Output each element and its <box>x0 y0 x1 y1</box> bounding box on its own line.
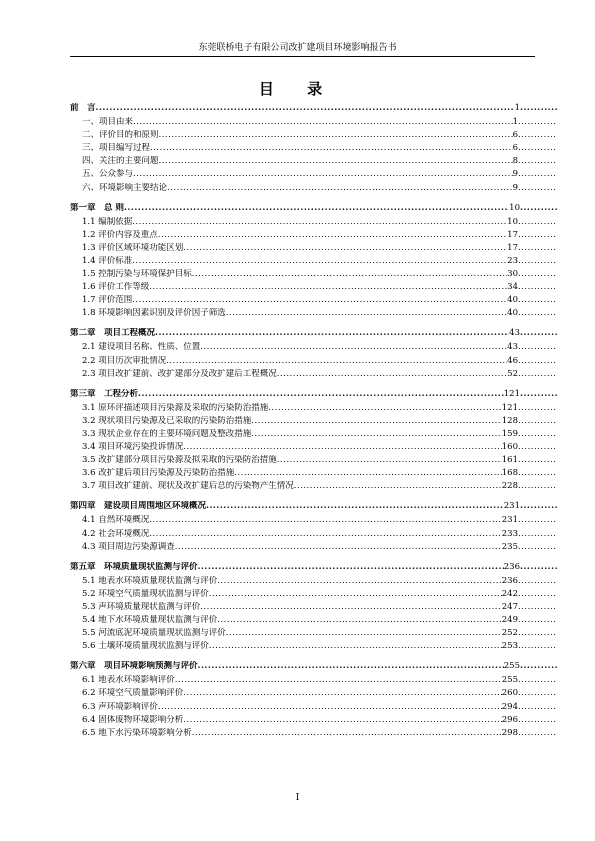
toc-entry-label: 5.3 声环境质量现状监测与评价 <box>82 601 201 612</box>
toc-entry-page: 231 <box>501 515 518 526</box>
toc-entry-label: 6.2 环境空气质量影响评价 <box>82 688 184 699</box>
toc-trailing-dots <box>518 641 556 652</box>
toc-leader-dots <box>166 356 507 367</box>
toc-section-entry[interactable] <box>82 715 556 726</box>
toc-entry-label: 1.4 评价标准 <box>82 255 133 266</box>
toc-leader-dots <box>167 183 513 194</box>
toc-leader-dots <box>192 728 502 739</box>
toc-section-entry[interactable] <box>82 243 556 254</box>
toc-section-entry[interactable] <box>82 403 556 414</box>
toc-chapter-entry[interactable] <box>70 661 558 672</box>
toc-trailing-dots <box>518 675 556 686</box>
toc-entry-label: 六、环境影响主要结论 <box>82 182 168 193</box>
toc-section-entry[interactable] <box>82 295 556 306</box>
toc-trailing-dots <box>518 403 556 414</box>
toc-leader-dots <box>155 328 509 339</box>
toc-entry-page: 30 <box>507 269 518 279</box>
toc-entry-page: 247 <box>501 601 518 612</box>
toc-trailing-dots <box>518 589 556 600</box>
toc-entry-page: 8 <box>512 156 518 167</box>
toc-entry-page: 43 <box>507 342 518 353</box>
toc-leader-dots <box>226 628 502 639</box>
toc-entry-label: 第三章 工程分析 <box>70 388 139 399</box>
toc-trailing-dots <box>518 269 556 280</box>
toc-leader-dots <box>96 103 515 114</box>
toc-chapter-entry[interactable] <box>70 103 558 114</box>
toc-entry-page: 228 <box>501 481 518 492</box>
toc-trailing-dots <box>518 688 556 699</box>
toc-section-entry[interactable] <box>82 217 556 228</box>
toc-section-entry[interactable] <box>82 529 556 540</box>
toc-entry-label: 1.5 控制污染与环境保护目标 <box>82 269 192 279</box>
toc-entry-label: 三、项目编写过程 <box>82 143 151 154</box>
toc-entry-label: 5.4 地下水环境质量现状监测与评价 <box>82 615 218 625</box>
toc-leader-dots <box>175 542 502 553</box>
header-rule <box>70 56 535 57</box>
toc-leader-dots <box>149 529 502 540</box>
toc-entry-page: 294 <box>501 701 518 712</box>
toc-entry-page: 40 <box>507 308 518 319</box>
toc-leader-dots <box>206 501 504 512</box>
toc-leader-dots <box>198 661 504 672</box>
toc-leader-dots <box>183 688 502 699</box>
toc-leader-dots <box>158 230 507 241</box>
toc-entry-label: 1.1 编制依据 <box>82 216 133 227</box>
toc-trailing-dots <box>518 529 556 540</box>
toc-entry-page: 121 <box>501 402 518 413</box>
toc-entry-page: 253 <box>501 641 518 652</box>
toc-entry-page: 255 <box>503 661 520 672</box>
toc-entry-page: 233 <box>501 528 518 539</box>
toc-entry-page: 17 <box>507 229 518 240</box>
toc-entry-label: 6.3 声环境影响评价 <box>82 701 158 712</box>
toc-entry-label: 3.2 现状项目污染源及已采取的污染防治措施 <box>82 415 252 426</box>
toc-trailing-dots <box>518 342 556 353</box>
toc-leader-dots <box>217 615 502 626</box>
toc-trailing-dots <box>518 369 556 380</box>
toc-chapter-entry[interactable] <box>70 328 558 339</box>
toc-entry-page: 17 <box>507 242 518 253</box>
toc-leader-dots <box>138 389 504 400</box>
toc-entry-page: 252 <box>501 628 518 639</box>
toc-entry-page: 298 <box>501 727 518 738</box>
toc-entry-page: 161 <box>501 455 518 466</box>
toc-entry-label: 一、项目由来 <box>82 117 134 127</box>
toc-section-entry[interactable] <box>82 688 556 699</box>
toc-entry-label: 3.3 现状企业存在的主要环境问题及整改措施 <box>82 428 252 439</box>
toc-section-entry[interactable] <box>82 117 556 128</box>
toc-entry-label: 1.3 评价区域环境功能区划 <box>82 242 184 253</box>
toc-leader-dots <box>200 342 507 353</box>
toc-trailing-dots <box>518 230 556 241</box>
toc-leader-dots <box>149 282 507 293</box>
toc-entry-page: 168 <box>501 468 518 479</box>
toc-entry-label: 3.6 改扩建后项目污染源及污染防治措施 <box>82 468 235 479</box>
toc-trailing-dots <box>520 661 558 672</box>
toc-entry-page: 242 <box>501 588 518 599</box>
toc-trailing-dots <box>518 728 556 739</box>
toc-entry-page: 296 <box>501 714 518 725</box>
toc-entry-label: 1.8 环境影响因素识别及评价因子筛选 <box>82 308 226 319</box>
toc-leader-dots <box>198 562 504 573</box>
toc-entry-label: 5.1 地表水环境质量现状监测与评价 <box>82 575 218 586</box>
toc-trailing-dots <box>520 501 558 512</box>
toc-entry-page: 9 <box>512 182 518 193</box>
toc-trailing-dots <box>518 295 556 306</box>
toc-trailing-dots <box>520 328 558 339</box>
toc-entry-label: 2.3 项目改扩建前、改扩建部分及改扩建后工程概况 <box>82 368 277 379</box>
toc-entry-page: 34 <box>507 282 518 293</box>
toc-section-entry[interactable] <box>82 455 556 466</box>
toc-entry-page: 10 <box>509 202 520 213</box>
toc-trailing-dots <box>518 602 556 613</box>
toc-trailing-dots <box>518 702 556 713</box>
toc-leader-dots <box>209 589 502 600</box>
toc-leader-dots <box>183 243 507 254</box>
toc-trailing-dots <box>518 542 556 553</box>
toc-leader-dots <box>200 602 502 613</box>
toc-section-entry[interactable] <box>82 256 556 267</box>
toc-trailing-dots <box>518 429 556 440</box>
toc-trailing-dots <box>518 117 556 128</box>
toc-trailing-dots <box>518 356 556 367</box>
toc-entry-page: 260 <box>501 688 518 699</box>
toc-entry-page: 52 <box>507 368 518 379</box>
toc-section-entry[interactable] <box>82 641 556 652</box>
toc-leader-dots <box>277 369 507 380</box>
toc-title: 目 录 <box>258 80 337 98</box>
toc-trailing-dots <box>518 442 556 453</box>
toc-entry-label: 1.7 评价范围 <box>82 295 133 306</box>
toc-leader-dots <box>226 308 507 319</box>
toc-entry-page: 121 <box>503 388 520 399</box>
toc-trailing-dots <box>520 103 558 114</box>
toc-leader-dots <box>132 295 507 306</box>
toc-section-entry[interactable] <box>82 269 556 280</box>
toc-entry-page: 231 <box>503 501 520 512</box>
toc-leader-dots <box>133 117 513 128</box>
toc-section-entry[interactable] <box>82 342 556 353</box>
toc-entry-label: 第五章 环境质量现状监测与评价 <box>70 561 198 572</box>
toc-trailing-dots <box>518 715 556 726</box>
toc-trailing-dots <box>520 562 558 573</box>
toc-section-entry[interactable] <box>82 589 556 600</box>
toc-entry-label: 2.2 项目历次审批情况 <box>82 355 167 366</box>
toc-leader-dots <box>192 269 507 280</box>
toc-entry-label: 6.1 地表水环境影响评价 <box>82 675 175 686</box>
toc-entry-page: 43 <box>509 328 520 339</box>
toc-section-entry[interactable] <box>82 468 556 479</box>
toc-section-entry[interactable] <box>82 602 556 613</box>
toc-entry-label: 五、公众参与 <box>82 169 134 180</box>
toc-entry-page: 160 <box>501 442 518 452</box>
toc-section-entry[interactable] <box>82 156 556 167</box>
toc-entry-page: 128 <box>501 415 518 426</box>
toc-section-entry[interactable] <box>82 429 556 440</box>
toc-entry-label: 5.2 环境空气质量现状监测与评价 <box>82 588 209 599</box>
toc-trailing-dots <box>518 628 556 639</box>
toc-trailing-dots <box>518 468 556 479</box>
toc-section-entry[interactable] <box>82 183 556 194</box>
toc-entry-label: 3.7 项目改扩建前、现状及改扩建后总的污染物产生情况 <box>82 481 294 492</box>
toc-section-entry[interactable] <box>82 230 556 241</box>
toc-entry-label: 3.1 原环评描述项目污染源及采取的污染防治措施 <box>82 402 269 413</box>
toc-entry-label: 5.6 土壤环境质量现状监测与评价 <box>82 641 209 652</box>
toc-trailing-dots <box>518 256 556 267</box>
toc-entry-label: 3.4 项目环境污染投诉情况 <box>82 442 184 452</box>
toc-entry-page: 40 <box>507 295 518 306</box>
toc-chapter-entry[interactable] <box>70 501 558 512</box>
toc-entry-label: 4.3 项目周边污染源调查 <box>82 541 175 552</box>
toc-entry-page: 249 <box>501 615 518 625</box>
toc-entry-label: 6.5 地下水污染环境影响分析 <box>82 727 192 738</box>
toc-entry-label: 前 言 <box>70 103 96 113</box>
toc-entry-label: 第二章 项目工程概况 <box>70 328 156 339</box>
toc-entry-page: 235 <box>501 541 518 552</box>
toc-leader-dots <box>209 641 502 652</box>
toc-section-entry[interactable] <box>82 369 556 380</box>
toc-section-entry[interactable] <box>82 542 556 553</box>
toc-entry-label: 第四章 建设项目周围地区环境概况 <box>70 501 207 512</box>
toc-leader-dots <box>277 455 502 466</box>
toc-section-entry[interactable] <box>82 728 556 739</box>
toc-section-entry[interactable] <box>82 308 556 319</box>
toc-entry-page: 10 <box>507 216 518 227</box>
toc-chapter-entry[interactable] <box>70 203 558 214</box>
toc-trailing-dots <box>518 169 556 180</box>
toc-leader-dots <box>158 702 502 713</box>
toc-leader-dots <box>149 515 502 526</box>
toc-trailing-dots <box>518 515 556 526</box>
toc-leader-dots <box>124 203 509 214</box>
toc-leader-dots <box>175 675 502 686</box>
toc-leader-dots <box>251 429 502 440</box>
toc-trailing-dots <box>518 455 556 466</box>
toc-entry-label: 4.2 社会环境概况 <box>82 528 150 539</box>
toc-section-entry[interactable] <box>82 442 556 453</box>
toc-entry-label: 第一章 总 则 <box>70 202 124 213</box>
toc-leader-dots <box>294 481 502 492</box>
toc-trailing-dots <box>518 308 556 319</box>
toc-leader-dots <box>150 143 513 154</box>
toc-entry-label: 3.5 改扩建部分项目污染源及拟采取的污染防治措施 <box>82 455 277 466</box>
toc-section-entry[interactable] <box>82 282 556 293</box>
toc-entry-label: 1.6 评价工作等级 <box>82 282 150 293</box>
toc-leader-dots <box>132 256 507 267</box>
toc-leader-dots <box>132 217 507 228</box>
toc-leader-dots <box>234 468 502 479</box>
toc-entry-page: 23 <box>507 255 518 266</box>
toc-leader-dots <box>183 715 502 726</box>
toc-trailing-dots <box>518 143 556 154</box>
toc-entry-label: 4.1 自然环境概况 <box>82 515 150 526</box>
toc-trailing-dots <box>518 615 556 626</box>
toc-section-entry[interactable] <box>82 675 556 686</box>
toc-trailing-dots <box>520 389 558 400</box>
toc-entry-page: 1 <box>514 103 520 113</box>
toc-chapter-entry[interactable] <box>70 389 558 400</box>
toc-entry-page: 9 <box>512 169 518 180</box>
toc-trailing-dots <box>518 576 556 587</box>
toc-entry-page: 1 <box>512 117 518 127</box>
toc-section-entry[interactable] <box>82 628 556 639</box>
toc-leader-dots <box>159 130 513 141</box>
running-header: 东莞联桥电子有限公司改扩建项目环境影响报告书 <box>198 43 397 53</box>
toc-leader-dots <box>268 403 502 414</box>
toc-section-entry[interactable] <box>82 143 556 154</box>
toc-entry-page: 46 <box>507 355 518 366</box>
toc-entry-label: 二、评价目的和原则 <box>82 130 159 141</box>
toc-section-entry[interactable] <box>82 702 556 713</box>
toc-trailing-dots <box>518 217 556 228</box>
toc-leader-dots <box>159 156 513 167</box>
toc-trailing-dots <box>518 481 556 492</box>
toc-entry-page: 236 <box>503 561 520 572</box>
toc-section-entry[interactable] <box>82 615 556 626</box>
toc-entry-label: 第六章 项目环境影响预测与评价 <box>70 661 198 672</box>
toc-entry-label: 1.2 评价内容及重点 <box>82 229 158 240</box>
toc-section-entry[interactable] <box>82 416 556 427</box>
toc-trailing-dots <box>518 282 556 293</box>
toc-section-entry[interactable] <box>82 481 556 492</box>
toc-trailing-dots <box>518 130 556 141</box>
toc-section-entry[interactable] <box>82 576 556 587</box>
toc-trailing-dots <box>518 416 556 427</box>
toc-entry-page: 159 <box>501 428 518 439</box>
toc-section-entry[interactable] <box>82 515 556 526</box>
toc-entry-page: 6 <box>512 130 518 141</box>
toc-leader-dots <box>133 169 513 180</box>
toc-section-entry[interactable] <box>82 356 556 367</box>
toc-section-entry[interactable] <box>82 169 556 180</box>
toc-chapter-entry[interactable] <box>70 562 558 573</box>
toc-trailing-dots <box>518 243 556 254</box>
toc-entry-label: 5.5 河流底泥环境质量现状监测与评价 <box>82 628 226 639</box>
toc-entry-label: 2.1 建设项目名称、性质、位置 <box>82 342 201 353</box>
toc-trailing-dots <box>520 203 558 214</box>
toc-entry-label: 四、关注的主要问题 <box>82 156 159 167</box>
toc-leader-dots <box>217 576 502 587</box>
toc-trailing-dots <box>518 156 556 167</box>
toc-section-entry[interactable] <box>82 130 556 141</box>
page-number: I <box>295 793 300 803</box>
toc-leader-dots <box>183 442 502 453</box>
toc-entry-page: 6 <box>512 143 518 154</box>
toc-entry-page: 255 <box>501 675 518 686</box>
toc-trailing-dots <box>518 183 556 194</box>
toc-leader-dots <box>251 416 502 427</box>
toc-entry-page: 236 <box>501 575 518 586</box>
toc-entry-label: 6.4 固体废物环境影响分析 <box>82 714 184 725</box>
